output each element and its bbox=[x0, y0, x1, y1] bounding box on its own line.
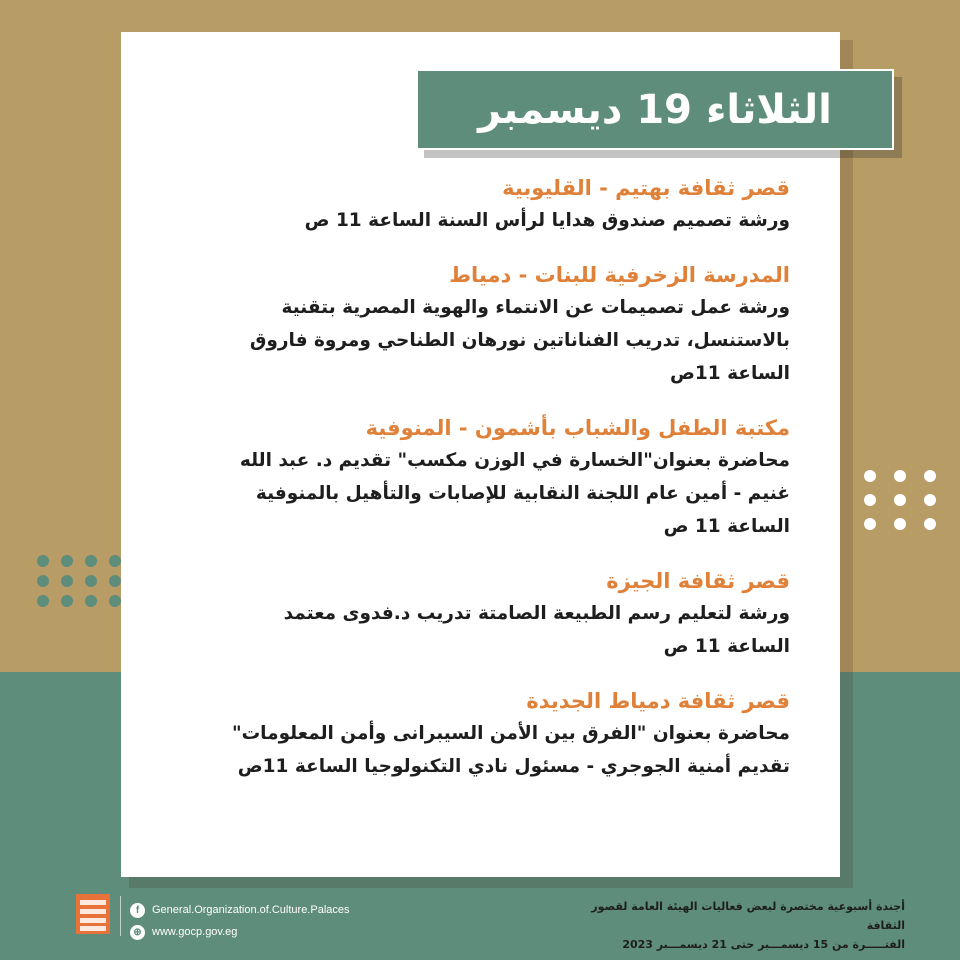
facebook-handle: General.Organization.of.Culture.Palaces bbox=[152, 904, 350, 916]
facebook-link[interactable] bbox=[130, 899, 350, 921]
event-item bbox=[150, 685, 790, 783]
event-description-line: بالاستنسل، تدريب الفناناتين نورهان الطناحي ومروة فاروق bbox=[249, 330, 790, 351]
event-description-line: محاضرة بعنوان"الخسارة في الوزن مكسب" تقديم د. عبد الله bbox=[239, 450, 790, 471]
footer-divider bbox=[120, 896, 121, 936]
footer-info bbox=[565, 897, 905, 954]
event-description-line: ورشة لتعليم رسم الطبيعة الصامتة تدريب د.فدوى معتمد bbox=[283, 603, 790, 624]
footer-social-links bbox=[130, 899, 350, 943]
event-item bbox=[150, 565, 790, 663]
event-venue-title: مكتبة الطفل والشباب بأشمون - المنوفية bbox=[365, 416, 790, 440]
facebook-icon: f bbox=[130, 903, 145, 918]
event-description-line: تقديم أمنية الجوجري - مسئول نادي التكنولوجيا الساعة 11ص bbox=[237, 756, 790, 777]
events-list bbox=[150, 172, 790, 805]
globe-icon: ⊕ bbox=[130, 925, 145, 940]
event-description-line: محاضرة بعنوان "الفرق بين الأمن السيبرانى وأمن المعلومات" bbox=[231, 723, 790, 744]
page-title: الثلاثاء 19 ديسمبر bbox=[478, 86, 832, 133]
event-description-line: غنيم - أمين عام اللجنة النقابية للإصابات والتأهيل بالمنوفية bbox=[255, 483, 790, 504]
event-description-line: الساعة 11ص bbox=[670, 363, 790, 384]
event-venue-title: المدرسة الزخرفية للبنات - دمياط bbox=[449, 263, 790, 287]
event-venue-title: قصر ثقافة بهتيم - القليوبية bbox=[502, 176, 790, 200]
event-description-line: الساعة 11 ص bbox=[663, 516, 790, 537]
event-venue-title: قصر ثقافة الجيزة bbox=[606, 569, 790, 593]
date-header bbox=[416, 69, 894, 150]
event-description-line: ورشة عمل تصميمات عن الانتماء والهوية المصرية بتقنية bbox=[281, 297, 790, 318]
agenda-period: الفتـــــرة من 15 ديسمـــبر حتى 21 ديسمـــبر 2023 bbox=[622, 938, 905, 951]
website-link[interactable] bbox=[130, 921, 350, 943]
event-description-line: الساعة 11 ص bbox=[663, 636, 790, 657]
event-item bbox=[150, 259, 790, 390]
event-description-line: ورشة تصميم صندوق هدايا لرأس السنة الساعة 11 ص bbox=[304, 210, 790, 231]
organization-logo-icon bbox=[76, 894, 110, 934]
event-venue-title: قصر ثقافة دمياط الجديدة bbox=[526, 689, 790, 713]
website-url: www.gocp.gov.eg bbox=[152, 926, 238, 938]
event-item bbox=[150, 412, 790, 543]
agenda-caption: أجندة أسبوعية مختصرة لبعض فعاليات الهيئة العامة لقصور الثقافة bbox=[591, 900, 905, 932]
event-item bbox=[150, 172, 790, 237]
